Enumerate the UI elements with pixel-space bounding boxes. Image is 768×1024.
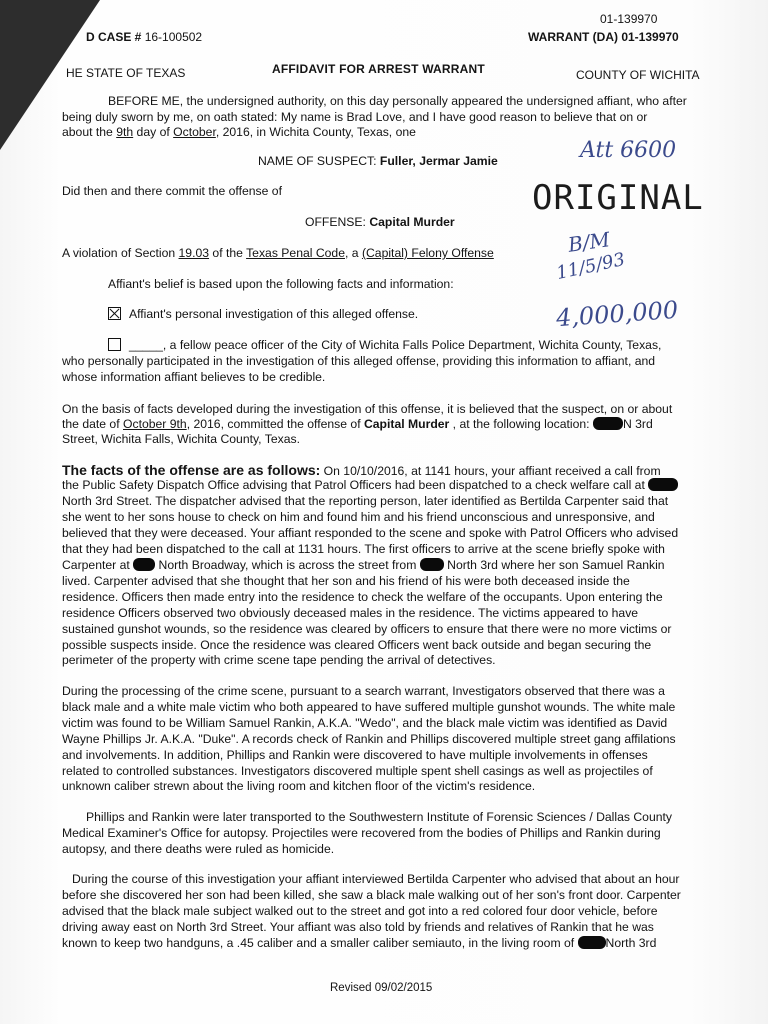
facts-line-12: possible suspects inside. Once the residence was cleared Officers went back outside and began securing the [62, 638, 652, 652]
redaction [420, 558, 444, 571]
state-of-texas: HE STATE OF TEXAS [66, 66, 186, 80]
facts-line-1: The facts of the offense are as follows: On 10/10/2016, at 1141 hours, your affiant received a call from [62, 462, 661, 478]
basis-line-3: Street, Wichita Falls, Wichita County, Texas. [62, 432, 300, 446]
processing-line-7: unknown caliber strewn about the living room and kitchen floor of the victim's residence. [62, 779, 536, 793]
handwritten-date: 11/5/93 [554, 249, 627, 284]
revision-footer: Revised 09/02/2015 [330, 982, 433, 994]
redaction [648, 478, 678, 491]
basis-line-1: On the basis of facts developed during the investigation of this offense, it is believed that the suspect, on or about [62, 402, 673, 416]
autopsy-line-2: Medical Examiner's Office for autopsy. Projectiles were recovered from the bodies of Phillips and Rankin during [62, 826, 661, 840]
option-fellow-officer-line-3: whose information affiant believes to be credible. [62, 370, 326, 384]
violation-line: A violation of Section 19.03 of the Texas Penal Code, a (Capital) Felony Offense [62, 246, 494, 260]
checked-box-icon [108, 307, 121, 320]
belief-line: Affiant's belief is based upon the following facts and information: [108, 277, 454, 291]
option-fellow-officer-line-2: who personally participated in the investigation of this alleged offense, providing this information to affiant, and [62, 354, 656, 368]
intro-line-1: BEFORE ME, the undersigned authority, on this day personally appeared the undersigned affiant, who after [108, 94, 687, 108]
warrant-number: WARRANT (DA) 01-139970 [528, 30, 679, 44]
handwritten-bond-amount: 4,000,000 [555, 295, 679, 333]
option-fellow-officer: _____, a fellow peace officer of the City of Wichita Falls Police Department, Wichita County, Texas, [108, 338, 661, 352]
facts-line-7: Carpenter at North Broadway, which is across the street from North 3rd where her son Samuel Rankin [62, 558, 665, 572]
county: COUNTY OF WICHITA [576, 68, 700, 82]
handwritten-att-number: Att 6600 [580, 138, 677, 163]
facts-line-5: believed that they were deceased. Your affiant responded to the scene and spoke with Patrol Officers who advised [62, 526, 679, 540]
facts-line-11: sustained gunshot wounds, so the residence was cleared by officers to ensure that there were no more victims or [62, 622, 672, 636]
top-right-number: 01-139970 [600, 12, 658, 26]
offense-intro: Did then and there commit the offense of [62, 184, 282, 198]
redaction [133, 558, 155, 571]
redaction [578, 936, 606, 949]
facts-line-2: the Public Safety Dispatch Office advising that Patrol Officers had been dispatched to a check welfare call at [62, 478, 678, 492]
offense-name: Capital Murder [369, 215, 455, 229]
original-stamp: ORIGINAL [532, 178, 704, 218]
facts-line-4: she went to her sons house to check on him and found him and his friend unconscious and unresponsive, and [62, 510, 655, 524]
intro-line-2: being duly sworn by me, on oath stated: My name is Brad Love, and I have good reason to believe that on or [62, 110, 648, 124]
interview-line-4: driving away east on North 3rd Street. Your affiant was also told by friends and relatives of Rankin that he was [62, 920, 654, 934]
handwritten-initials: B/M [566, 227, 612, 257]
facts-heading: The facts of the offense are as follows: [62, 462, 321, 478]
suspect-name: Fuller, Jermar Jamie [379, 154, 498, 168]
suspect-line: NAME OF SUSPECT: Fuller, Jermar Jamie [258, 154, 498, 168]
facts-line-9: residence. Officers then made entry into the residence to check the welfare of the occupants. Upon entering the [62, 590, 663, 604]
autopsy-line-3: autopsy, and there deaths were ruled as homicide. [62, 842, 335, 856]
basis-line-2: the date of October 9th, 2016, committed the offense of Capital Murder , at the following location: N 3rd [62, 417, 653, 431]
processing-line-3: victim was found to be William Samuel Rankin, A.K.A. "Wedo", and the black male victim was identified as David [62, 716, 668, 730]
processing-line-4: Wayne Phillips Jr. A.K.A. "Duke". A records check of Rankin and Phillips discovered multiple street gang affilations [62, 732, 676, 746]
redaction [593, 417, 623, 430]
processing-line-5: and involvements. In addition, Phillips and Rankin were discovered to have multiple involvements in offenses [62, 748, 648, 762]
interview-line-5: known to keep two handguns, a .45 caliber and a smaller caliber semiauto, in the living room of North 3rd [62, 936, 657, 950]
interview-line-1: During the course of this investigation your affiant interviewed Bertilda Carpenter who advised that about an hour [72, 872, 680, 886]
facts-line-6: that they had been dispatched to the call at 1131 hours. The first officers to arrive at the scene briefly spoke with [62, 542, 665, 556]
empty-checkbox-icon [108, 338, 121, 351]
facts-line-13: perimeter of the property with crime scene tape pending the arrival of detectives. [62, 653, 496, 667]
interview-line-3: advised that the black male subject walked out to the street and got into a red colored four door vehicle, before [62, 904, 658, 918]
intro-line-3: about the 9th day of October, 2016, in Wichita County, Texas, one [62, 125, 416, 139]
processing-line-6: related to controlled substances. Investigators discovered multiple spent shell casings as well as projectiles of [62, 764, 653, 778]
processing-line-1: During the processing of the crime scene, pursuant to a search warrant, Investigators observed that there was a [62, 684, 665, 698]
interview-line-2: before she discovered her son had been killed, she saw a black male walking out of her son's front door. Carpenter [62, 888, 681, 902]
facts-line-10: residence Officers observed two obviously deceased males in the residence. The victims appeared to have [62, 606, 639, 620]
facts-line-3: North 3rd Street. The dispatcher advised that the reporting person, later identified as Bertilda Carpenter said that [62, 494, 669, 508]
document-title: AFFIDAVIT FOR ARREST WARRANT [272, 62, 485, 76]
case-number: D CASE # 16-100502 [86, 30, 203, 44]
facts-line-8: lived. Carpenter advised that she thought that her son and his friend of his were both deceased inside the [62, 574, 630, 588]
processing-line-2: black male and a white male victim who both appeared to have suffered multiple gunshot wounds. The white male [62, 700, 676, 714]
autopsy-line-1: Phillips and Rankin were later transported to the Southwestern Institute of Forensic Sciences / Dallas County [86, 810, 672, 824]
option-personal-investigation: Affiant's personal investigation of this alleged offense. [108, 307, 418, 321]
offense-line: OFFENSE: Capital Murder [305, 215, 455, 229]
